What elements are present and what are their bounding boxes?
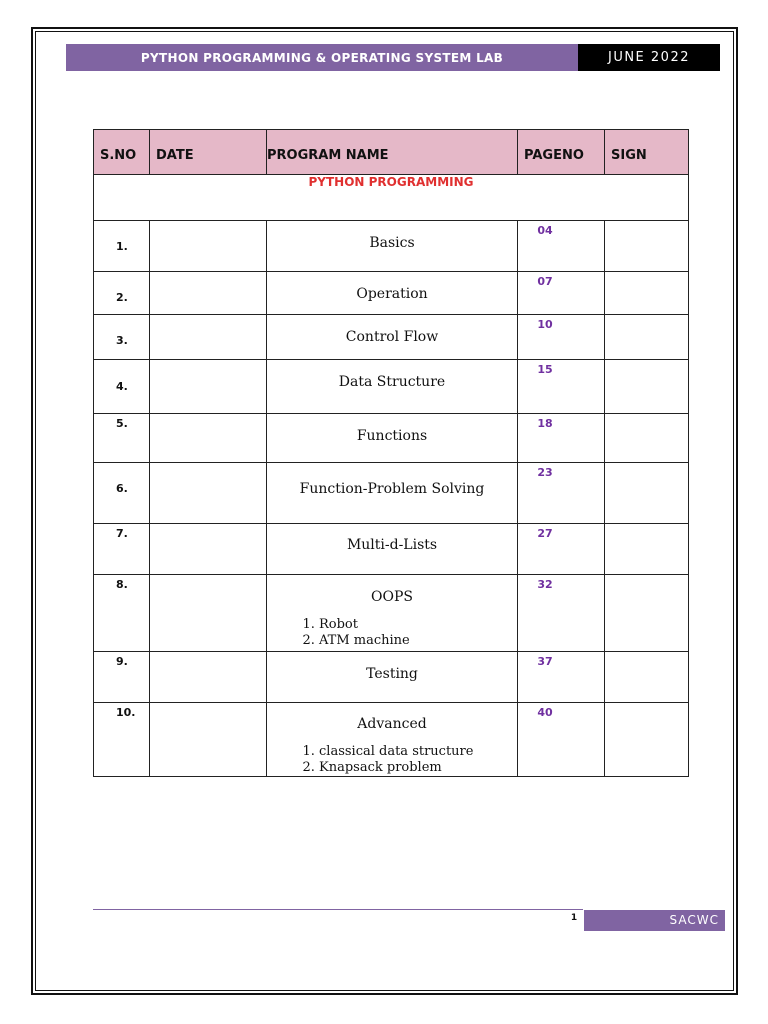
cell-program-name: Functions	[267, 414, 518, 463]
cell-pageno: 15	[518, 360, 605, 414]
cell-sno: 5.	[94, 414, 150, 463]
cell-pageno: 23	[518, 463, 605, 524]
cell-pageno: 27	[518, 524, 605, 575]
cell-program-name: Multi-d-Lists	[267, 524, 518, 575]
cell-sign	[605, 652, 689, 703]
cell-sno: 10.	[94, 703, 150, 777]
table-row	[94, 360, 689, 414]
cell-sign	[605, 524, 689, 575]
cell-pageno: 10	[518, 315, 605, 360]
cell-date	[150, 360, 267, 414]
col-sno: S.NO	[94, 130, 150, 175]
cell-program-name: Data Structure	[267, 360, 518, 414]
col-program-name: PROGRAM NAME	[267, 130, 518, 175]
col-sign: SIGN	[605, 130, 689, 175]
cell-sign	[605, 575, 689, 652]
cell-sno: 2.	[94, 272, 150, 315]
sub-topic-item: 2. Knapsack problem	[319, 760, 517, 776]
cell-pageno: 37	[518, 652, 605, 703]
cell-sign	[605, 360, 689, 414]
cell-program-name: Operation	[267, 272, 518, 315]
table-row	[94, 272, 689, 315]
cell-program-name: Function-Problem Solving	[267, 463, 518, 524]
sub-topic-item: 2. ATM machine	[319, 633, 517, 649]
table-row	[94, 315, 689, 360]
table-row	[94, 703, 689, 777]
sub-topic-item: 1. Robot	[319, 617, 517, 633]
cell-date	[150, 652, 267, 703]
cell-pageno: 18	[518, 414, 605, 463]
cell-date	[150, 221, 267, 272]
table-row	[94, 524, 689, 575]
table-row	[94, 414, 689, 463]
footer-page-number: 1	[570, 913, 578, 923]
sub-topic-list	[267, 744, 517, 776]
footer-rule	[93, 909, 583, 910]
cell-date	[150, 703, 267, 777]
cell-sign	[605, 315, 689, 360]
cell-date	[150, 315, 267, 360]
cell-pageno: 40	[518, 703, 605, 777]
cell-date	[150, 575, 267, 652]
cell-program-name: Testing	[267, 652, 518, 703]
cell-pageno: 04	[518, 221, 605, 272]
footer-org: SACWC	[584, 910, 725, 931]
cell-date	[150, 414, 267, 463]
section-row	[94, 175, 689, 221]
cell-sign	[605, 414, 689, 463]
cell-sign	[605, 463, 689, 524]
header-title: PYTHON PROGRAMMING & OPERATING SYSTEM LAB	[66, 44, 578, 71]
cell-sno: 9.	[94, 652, 150, 703]
cell-sign	[605, 703, 689, 777]
table-header-row	[94, 130, 689, 175]
table-row	[94, 575, 689, 652]
cell-sign	[605, 221, 689, 272]
cell-sno: 1.	[94, 221, 150, 272]
cell-sign	[605, 272, 689, 315]
cell-sno: 8.	[94, 575, 150, 652]
cell-program-name: Basics	[267, 221, 518, 272]
contents-table	[93, 129, 689, 777]
cell-date	[150, 463, 267, 524]
sub-topic-item: 1. classical data structure	[319, 744, 517, 760]
cell-sno: 3.	[94, 315, 150, 360]
table-row	[94, 652, 689, 703]
cell-program-name: Control Flow	[267, 315, 518, 360]
cell-program-name: Advanced 1. classical data structure 2. Knapsack problem	[267, 703, 518, 777]
cell-sno: 4.	[94, 360, 150, 414]
col-pageno: PAGENO	[518, 130, 605, 175]
cell-date	[150, 272, 267, 315]
cell-program-name: OOPS 1. Robot 2. ATM machine	[267, 575, 518, 652]
sub-topic-list	[267, 617, 517, 649]
cell-pageno: 32	[518, 575, 605, 652]
section-title: PYTHON PROGRAMMING	[94, 175, 689, 221]
col-date: DATE	[150, 130, 267, 175]
cell-sno: 7.	[94, 524, 150, 575]
cell-sno: 6.	[94, 463, 150, 524]
cell-date	[150, 524, 267, 575]
cell-pageno: 07	[518, 272, 605, 315]
header-date: JUNE 2022	[578, 44, 720, 71]
table-row	[94, 463, 689, 524]
table-row	[94, 221, 689, 272]
